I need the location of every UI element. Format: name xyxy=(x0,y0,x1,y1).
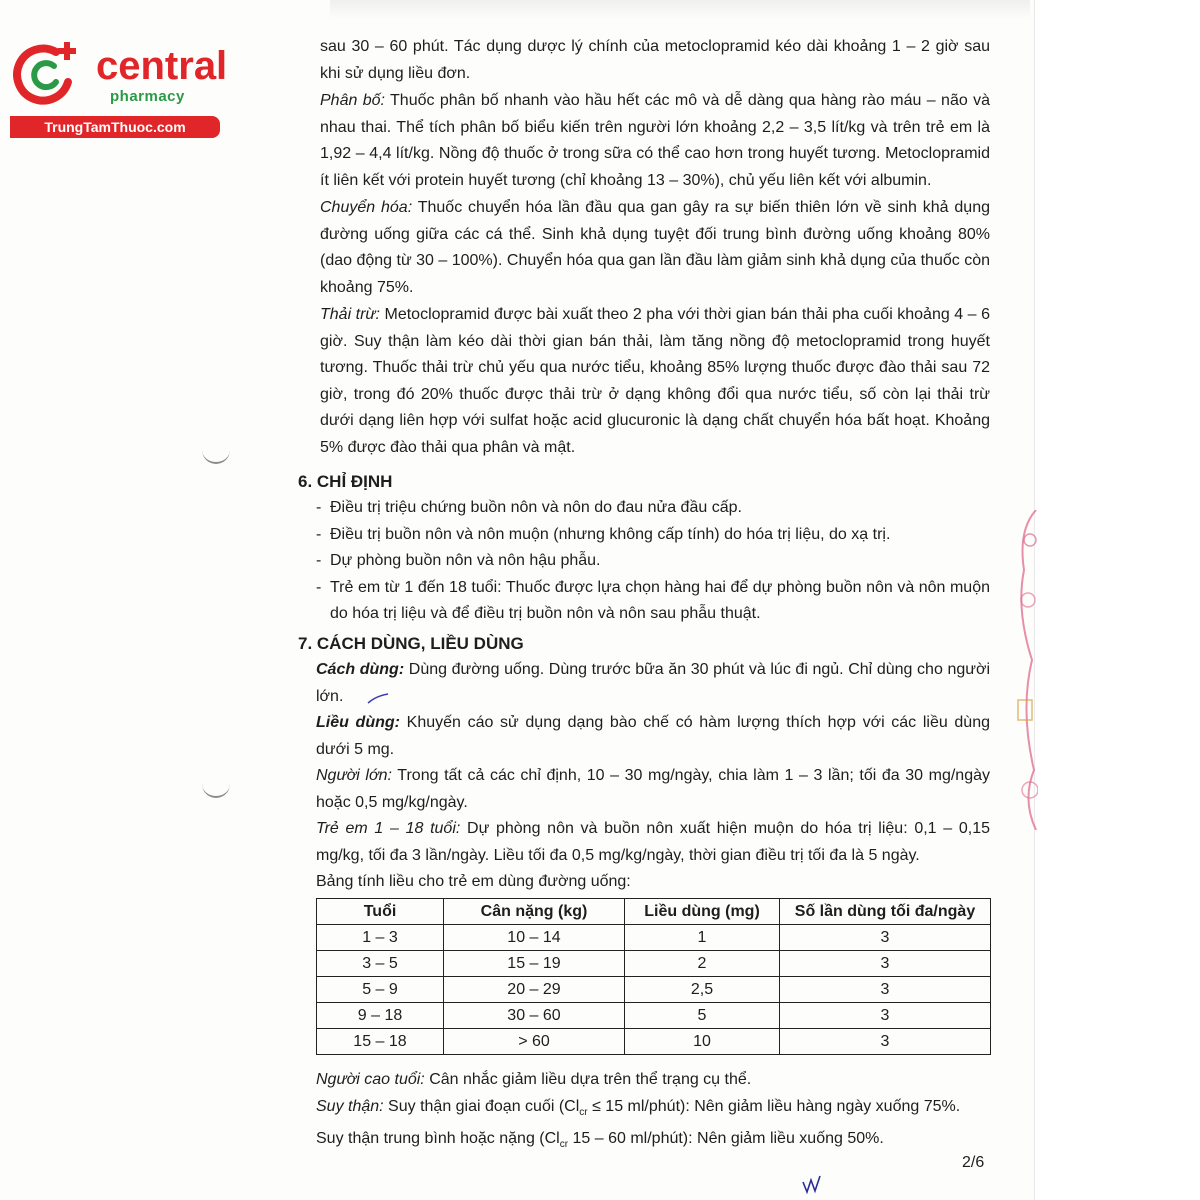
onset-paragraph: sau 30 – 60 phút. Tác dụng dược lý chính của metoclopramid kéo dài khoảng 1 – 2 giờ sau khi sử dụng liều đơn. xyxy=(320,38,990,82)
table-cell: 2 xyxy=(625,951,780,977)
metabolism-label: Chuyển hóa: xyxy=(320,199,413,216)
distribution-label: Phân bố: xyxy=(320,92,385,109)
elderly-text: Cân nhắc giảm liều dựa trên thể trạng cụ thể. xyxy=(424,1071,752,1088)
table-cell: 3 – 5 xyxy=(317,951,444,977)
usage-label: Cách dùng: xyxy=(316,661,405,678)
logo-subtitle: pharmacy xyxy=(110,88,185,105)
metabolism-paragraph xyxy=(320,195,990,301)
table-cell: 5 xyxy=(625,1003,780,1029)
dose-label: Liều dùng: xyxy=(316,714,400,731)
elimination-text: Metoclopramid được bài xuất theo 2 pha với thời gian bán thải pha cuối khoảng 4 – 6 giờ. Suy thận làm kéo dài thời gian bán thải, làm tăng nồng độ metoclopramid trong huyết tương. Thuốc thải trừ chủ yếu qua nước tiểu, khoảng 85% lượng thuốc được đào thải sau 72 giờ, trong đó 20% thuốc được thải trừ ở dạng không đổi qua nước tiểu, số còn lại thải trừ dưới dạng liên hợp với sulfat hoặc acid glucuronic là dạng chất chuyển hóa bất hoạt. Khoảng 5% được đào thải qua phân và mật. xyxy=(320,306,990,456)
child-paragraph xyxy=(316,816,990,869)
handwritten-initials xyxy=(800,1170,826,1194)
table-cell: 3 xyxy=(780,977,991,1003)
table-row xyxy=(317,1029,991,1055)
special-populations xyxy=(316,1067,990,1159)
binder-hole-mark xyxy=(202,446,230,464)
child-text: Dự phòng nôn và buồn nôn xuất hiện muộn do hóa trị liệu: 0,1 – 0,15 mg/kg, tối đa 3 lần/ngày. Liều tối đa 0,5 mg/kg/ngày, thời gian điều trị tối đa là 5 ngày. xyxy=(316,820,991,864)
distribution-paragraph xyxy=(320,88,990,194)
adult-paragraph xyxy=(316,763,990,816)
elimination-label: Thải trừ: xyxy=(320,306,380,323)
brand-logo[interactable] xyxy=(10,36,228,136)
red-stamp-fragment xyxy=(1010,510,1038,830)
renal-paragraph-1 xyxy=(316,1094,990,1127)
renal-text: Suy thận giai đoạn cuối (Cl xyxy=(383,1097,580,1115)
table-cell: 15 – 19 xyxy=(444,951,625,977)
table-cell: 3 xyxy=(780,925,991,951)
table-cell: 1 – 3 xyxy=(317,925,444,951)
table-cell: 30 – 60 xyxy=(444,1003,625,1029)
usage-paragraph xyxy=(316,657,990,710)
elderly-label: Người cao tuổi: xyxy=(316,1071,425,1088)
table-row xyxy=(317,951,991,977)
column-header: Tuổi xyxy=(317,899,444,925)
list-item: - Điều trị triệu chứng buồn nôn và nôn do đau nửa đầu cấp. xyxy=(314,495,990,522)
logo-name: central xyxy=(96,44,228,88)
column-header: Liều dùng (mg) xyxy=(625,899,780,925)
child-label: Trẻ em 1 – 18 tuổi: xyxy=(316,820,461,837)
adult-label: Người lớn: xyxy=(316,767,392,784)
table-caption: Bảng tính liều cho trẻ em dùng đường uống: xyxy=(316,873,631,890)
dose-text: Khuyến cáo sử dụng dạng bào chế có hàm lượng thích hợp với các liều dùng dưới 5 mg. xyxy=(316,714,991,758)
distribution-text: Thuốc phân bố nhanh vào hầu hết các mô và dễ dàng qua hàng rào máu – não và nhau thai. Thể tích phân bố biểu kiến trên người lớn khoảng 2,2 – 3,5 lít/kg và trên trẻ em là 1,92 – 4,4 lít/kg. Nồng độ thuốc ở trong sữa có thể cao hơn trong huyết tương. Metoclopramid ít liên kết với protein huyết tương (chỉ khoảng 13 – 30%), chủ yếu liên kết với albumin. xyxy=(320,92,990,189)
clearance-subscript: cr xyxy=(579,1106,588,1118)
table-cell: 5 – 9 xyxy=(317,977,444,1003)
indications-list xyxy=(314,495,990,628)
column-header: Cân nặng (kg) xyxy=(444,899,625,925)
binder-hole-mark xyxy=(202,780,230,798)
renal-text: Suy thận trung bình hoặc nặng (Cl xyxy=(316,1130,560,1148)
table-cell: 3 xyxy=(780,1003,991,1029)
renal-label: Suy thận: xyxy=(316,1097,384,1115)
table-cell: 1 xyxy=(625,925,780,951)
list-item: - Dự phòng buồn nôn và nôn hậu phẫu. xyxy=(314,548,990,575)
indications-heading: 6. CHỈ ĐỊNH xyxy=(298,472,393,491)
scan-shadow xyxy=(330,0,1030,20)
adult-text: Trong tất cả các chỉ định, 10 – 30 mg/ngày, chia làm 1 – 3 lần; tối đa 30 mg/ngày hoặc 0,5 mg/kg/ngày. xyxy=(316,767,990,811)
list-item: - Điều trị buồn nôn và nôn muộn (nhưng không cấp tính) do hóa trị liệu, do xạ trị. xyxy=(314,522,990,549)
renal-text: 15 – 60 ml/phút): Nên giảm liều xuống 50%. xyxy=(568,1130,884,1148)
dosage-heading: 7. CÁCH DÙNG, LIỀU DÙNG xyxy=(298,634,524,653)
pharmacokinetics-section xyxy=(320,34,990,461)
logo-site-url[interactable]: TrungTamThuoc.com xyxy=(10,116,220,138)
usage-text: Dùng đường uống. Dùng trước bữa ăn 30 phút và lúc đi ngủ. Chỉ dùng cho người lớn. xyxy=(316,661,990,705)
dose-paragraph xyxy=(316,710,990,763)
table-cell: 15 – 18 xyxy=(317,1029,444,1055)
table-cell: > 60 xyxy=(444,1029,625,1055)
page-number: 2/6 xyxy=(962,1154,985,1171)
column-header: Số lần dùng tối đa/ngày xyxy=(780,899,991,925)
renal-text: ≤ 15 ml/phút): Nên giảm liều hàng ngày xuống 75%. xyxy=(587,1097,961,1115)
table-cell: 20 – 29 xyxy=(444,977,625,1003)
list-item: - Trẻ em từ 1 đến 18 tuổi: Thuốc được lựa chọn hàng hai để dự phòng buồn nôn và nôn muộn do hóa trị liệu và để điều trị buồn nôn và nôn sau phẫu thuật. xyxy=(314,575,990,628)
metabolism-text: Thuốc chuyển hóa lần đầu qua gan gây ra sự biến thiên lớn về sinh khả dụng đường uống giữa các cá thể. Sinh khả dụng tuyệt đối trung bình đường uống khoảng 80% (dao động từ 30 – 100%). Chuyển hóa qua gan lần đầu làm giảm sinh khả dụng của thuốc còn khoảng 75%. xyxy=(320,199,990,296)
table-row xyxy=(317,1003,991,1029)
table-header-row xyxy=(317,899,991,925)
table-cell: 3 xyxy=(780,951,991,977)
central-pharmacy-logo-icon xyxy=(10,38,80,108)
elimination-paragraph xyxy=(320,302,990,461)
table-row xyxy=(317,925,991,951)
table-cell: 9 – 18 xyxy=(317,1003,444,1029)
renal-paragraph-2 xyxy=(316,1126,990,1159)
table-cell: 2,5 xyxy=(625,977,780,1003)
table-cell: 10 xyxy=(625,1029,780,1055)
clearance-subscript: cr xyxy=(559,1139,569,1151)
table-row xyxy=(317,977,991,1003)
pen-checkmark xyxy=(366,692,390,706)
dosage-section xyxy=(316,657,990,896)
table-cell: 3 xyxy=(780,1029,991,1055)
elderly-paragraph xyxy=(316,1067,990,1094)
table-cell: 10 – 14 xyxy=(444,925,625,951)
pediatric-dose-table xyxy=(316,898,991,1055)
